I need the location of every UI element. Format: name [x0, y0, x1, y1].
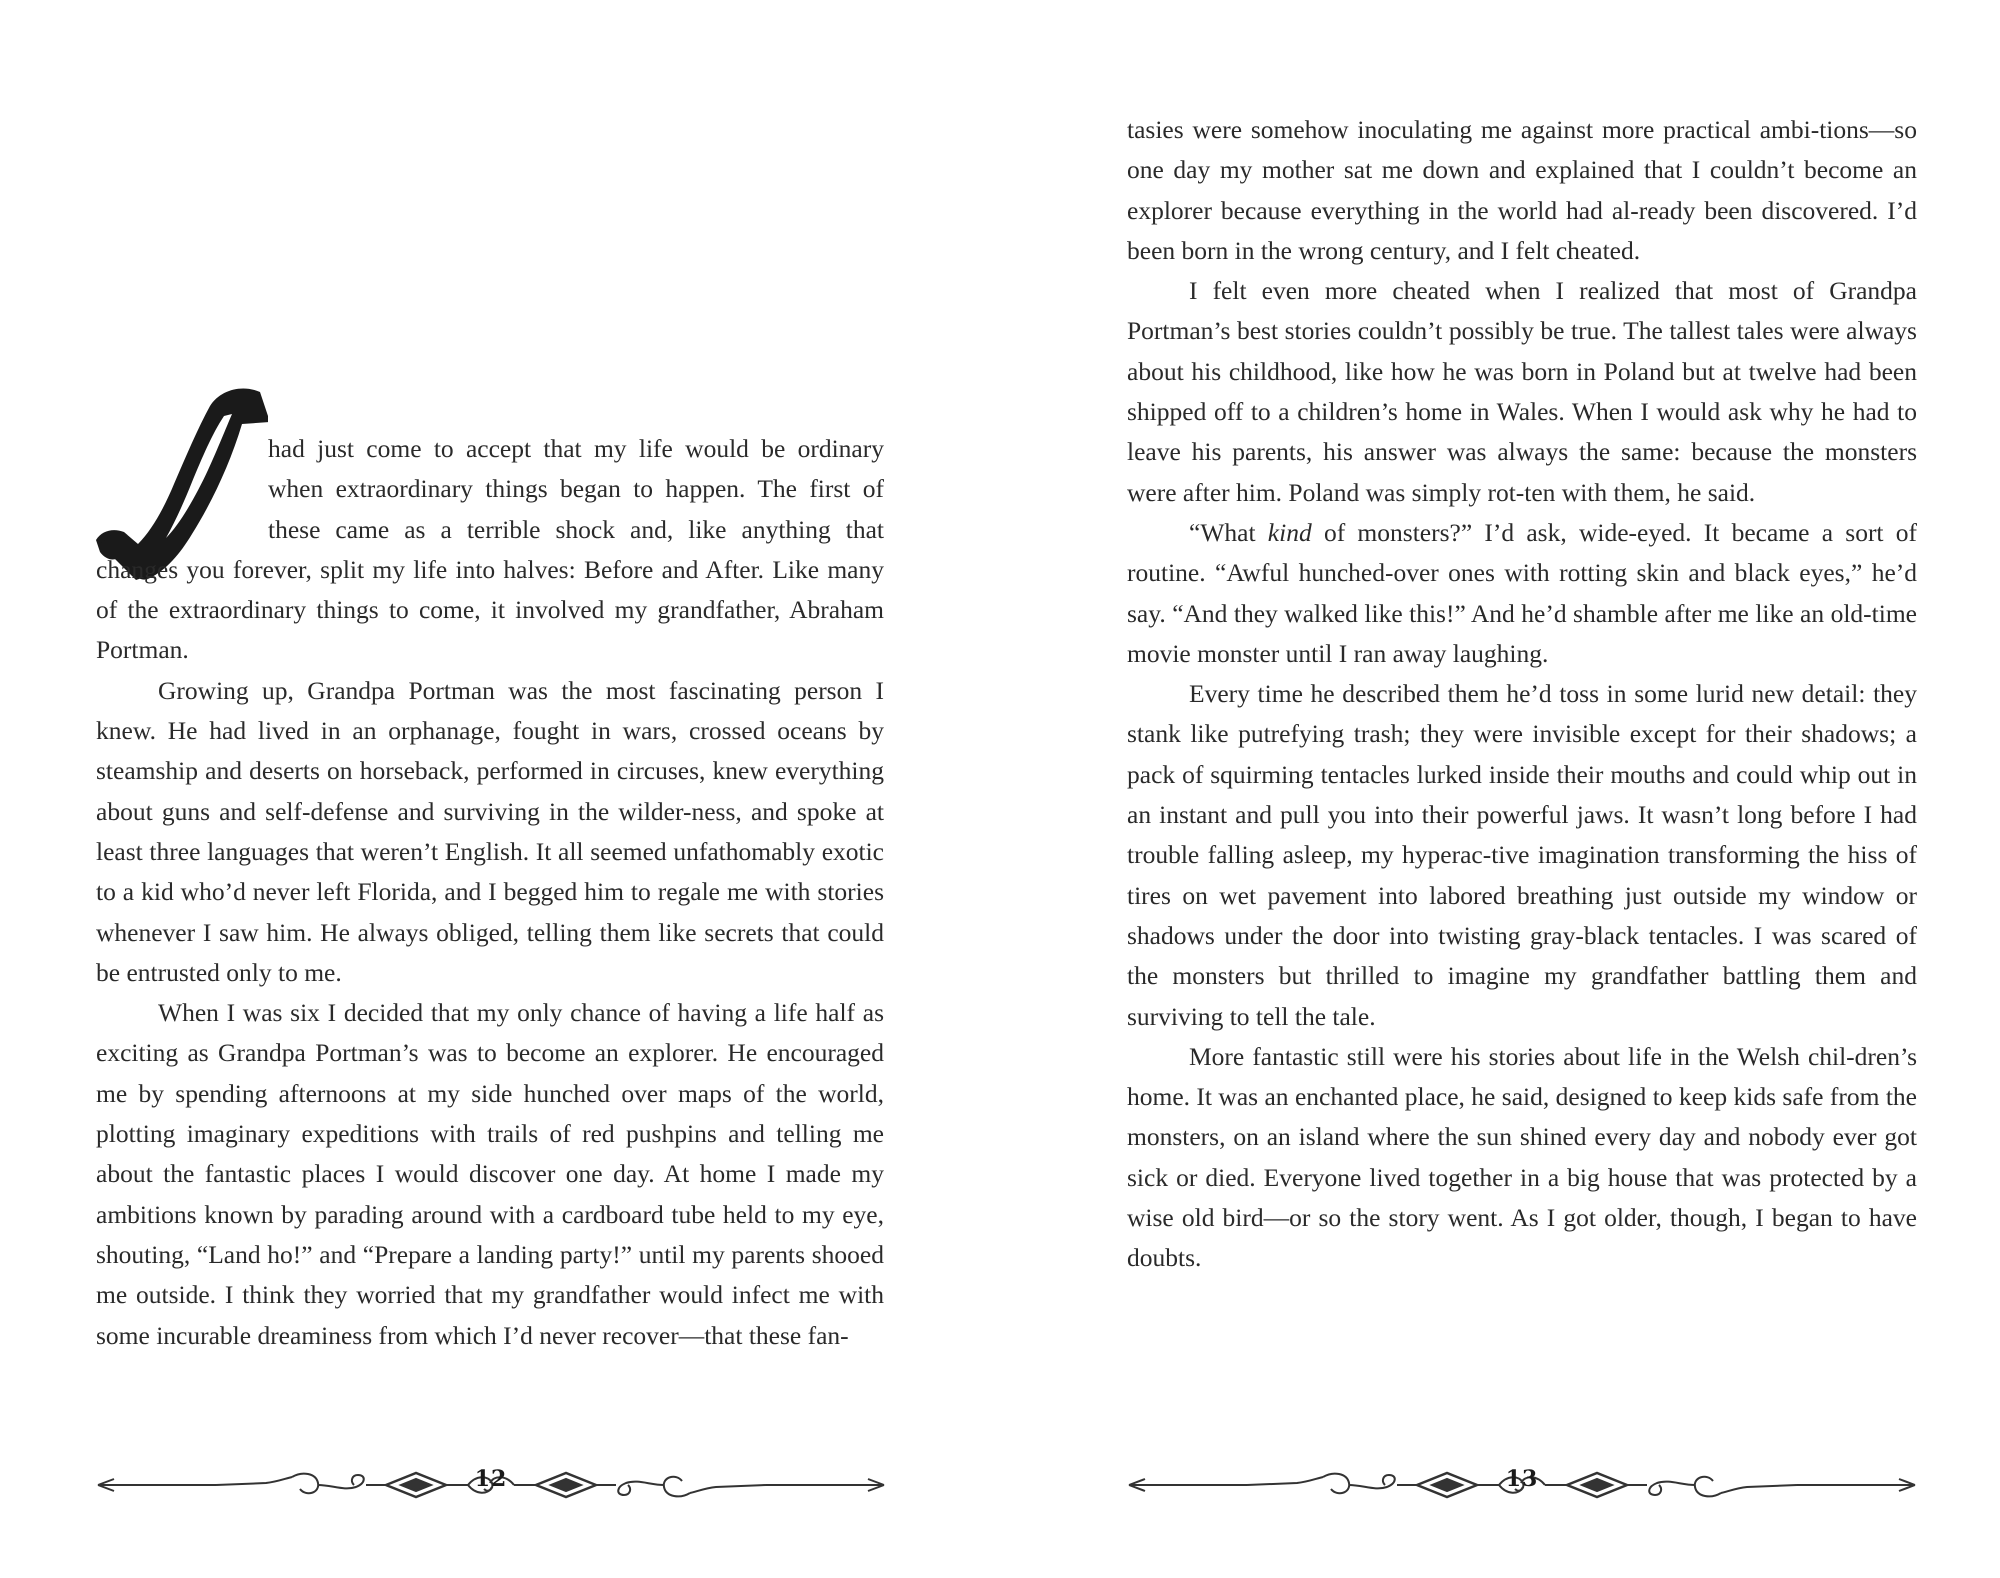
right-page-body: [1127, 110, 1917, 1279]
left-page-footer: [96, 1465, 886, 1505]
paragraph-lurid-detail: Every time he described them he’d toss in some lurid new detail: they stank like putrefying trash; they were invisible except for their shadows; a pack of squirming tentacles lurked inside their mouths and could whip out in an instant and pull you into their powerful jaws. It wasn’t long before I had trouble falling asleep, my hyperac-tive imagination transforming the hiss of tires on wet pavement into labored breathing just outside my window or shadows under the door into twisting gray-black tentacles. I was scared of the monsters but thrilled to imagine my grandfather battling them and surviving to tell the tale.: [1127, 679, 1917, 1031]
what-kind-text-start: “What: [1189, 517, 1268, 547]
paragraph-childrens-home: More fantastic still were his stories about life in the Welsh chil-dren’s home. It was an enchanted place, he said, designed to keep kids safe from the monsters, on an island where the sun shined every day and nobody ever got sick or died. Everyone lived together in a big house that was protected by a wise old bird—or so the story went. As I got older, though, I began to have doubts.: [1127, 1041, 1917, 1273]
paragraph-what-kind: [1127, 513, 1917, 674]
dropcap-letter: [92, 384, 268, 544]
right-page: [1000, 0, 2000, 1578]
what-kind-text-end: of monsters?” I’d ask, wide-eyed. It became a sort of routine. “Awful hunched-over ones with rotting skin and black eyes,” he’d say. “And they walked like this!” And he’d shamble after me like an old-time movie monster until I ran away laughing.: [1127, 517, 1918, 668]
opening-paragraph: [96, 429, 884, 671]
right-page-footer: [1127, 1465, 1917, 1505]
italic-kind: kind: [1267, 517, 1312, 547]
paragraph-tall-tales: I felt even more cheated when I realized that most of Grandpa Portman’s best stories couldn’t possibly be true. The tallest tales were always about his childhood, like how he was born in Poland but at twelve had been shipped off to a children’s home in Wales. When I would ask why he had to leave his parents, his answer was always the same: because the monsters were after him. Poland was simply rot-ten with them, he said.: [1127, 276, 1917, 507]
paragraph-continuation: tasies were somehow inoculating me against more practical ambi-tions—so one day my mother sat me down and explained that I couldn’t become an explorer because everything in the world had al-ready been discovered. I’d been born in the wrong century, and I felt cheated.: [1127, 115, 1917, 265]
left-page-body: [96, 429, 884, 1356]
page-number-left: 12: [474, 1466, 508, 1492]
opening-text: had just come to accept that my life would be ordinary when extraordinary things began to happen. The first of these came as a terrible shock and, like anything that changes you forever, split my life into halves: Before and After. Like many of the extraordinary things to come, it involved my grandfather, Abraham Portman.: [96, 434, 884, 665]
paragraph-explorer: When I was six I decided that my only chance of having a life half as exciting as Grandpa Portman’s was to become an explorer. He encouraged me by spending afternoons at my side hunched over maps of the world, plotting imaginary expeditions with trails of red pushpins and telling me about the fantastic places I would discover one day. At home I made my ambitions known by parading around with a cardboard tube held to my eye, shouting, “Land ho!” and “Prepare a landing party!” until my parents shooed me outside. I think they worried that my grandfather would infect me with some incurable dreaminess from which I’d never recover—that these fan-: [96, 998, 884, 1350]
page-number-right: 13: [1505, 1466, 1539, 1492]
paragraph-growing-up: Growing up, Grandpa Portman was the most fascinating person I knew. He had lived in an orphanage, fought in wars, crossed oceans by steamship and deserts on horseback, performed in circuses, knew everything about guns and self-defense and surviving in the wilder-ness, and spoke at least three languages that weren’t English. It all seemed unfathomably exotic to a kid who’d never left Florida, and I begged him to regale me with stories whenever I saw him. He always obliged, telling them like secrets that could be entrusted only to me.: [96, 675, 884, 987]
